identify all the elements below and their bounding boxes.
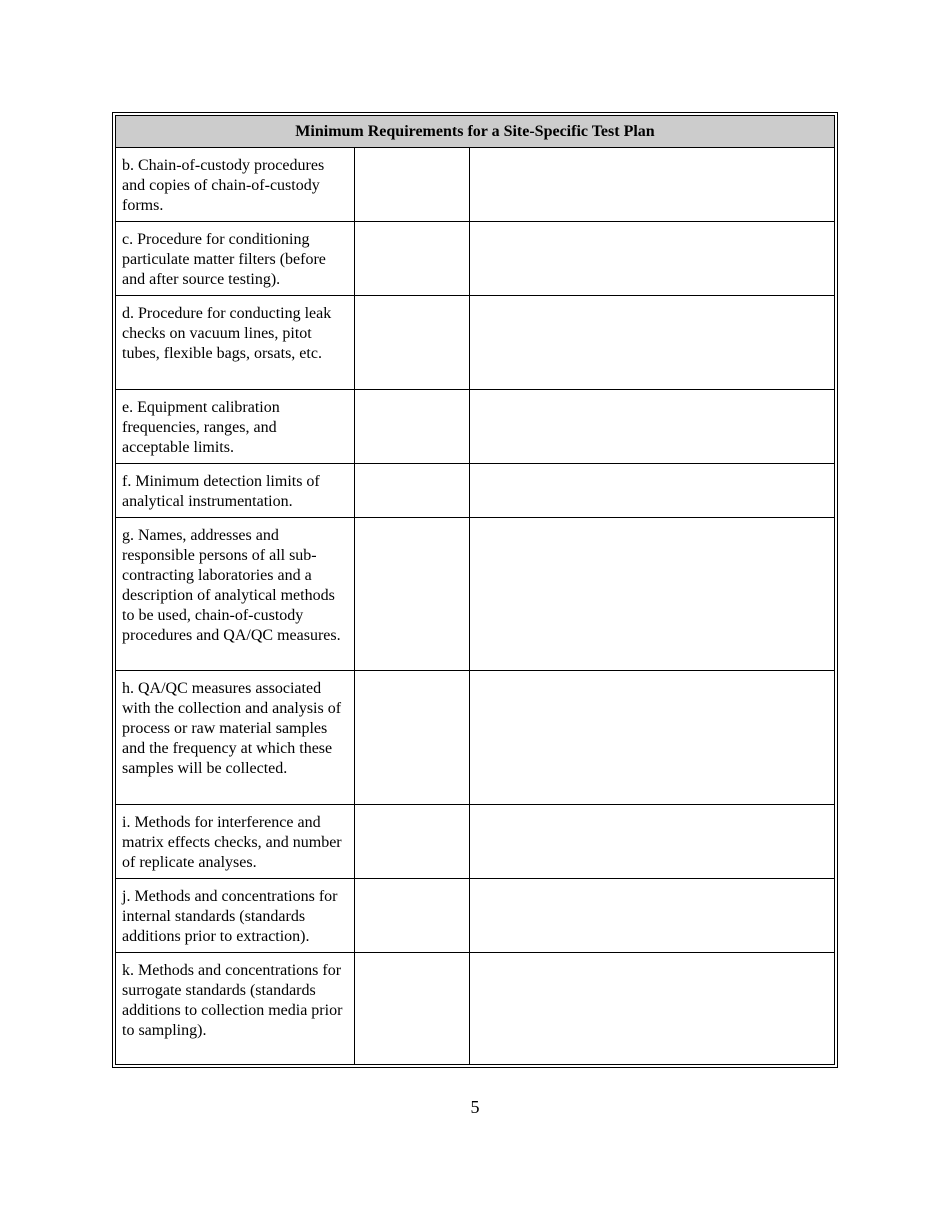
requirement-cell: c. Procedure for conditioning particulate matter filters (before and after source testing). (116, 222, 355, 296)
table-row (116, 805, 835, 879)
table-row (116, 148, 835, 222)
requirement-cell: j. Methods and concentrations for internal standards (standards additions prior to extraction). (116, 879, 355, 953)
blank-cell-right[interactable] (470, 953, 835, 1065)
table-row (116, 518, 835, 671)
blank-cell-mid[interactable] (355, 518, 470, 671)
blank-cell-right[interactable] (470, 464, 835, 518)
blank-cell-right[interactable] (470, 879, 835, 953)
blank-cell-right[interactable] (470, 671, 835, 805)
blank-cell-mid[interactable] (355, 953, 470, 1065)
requirements-table-frame (112, 112, 838, 1068)
table-row (116, 953, 835, 1065)
blank-cell-mid[interactable] (355, 671, 470, 805)
blank-cell-mid[interactable] (355, 148, 470, 222)
blank-cell-mid[interactable] (355, 296, 470, 390)
table-row (116, 296, 835, 390)
blank-cell-mid[interactable] (355, 222, 470, 296)
table-row (116, 222, 835, 296)
requirement-cell: i. Methods for interference and matrix effects checks, and number of replicate analyses. (116, 805, 355, 879)
table-row (116, 671, 835, 805)
blank-cell-right[interactable] (470, 222, 835, 296)
blank-cell-right[interactable] (470, 390, 835, 464)
blank-cell-right[interactable] (470, 296, 835, 390)
blank-cell-mid[interactable] (355, 464, 470, 518)
blank-cell-mid[interactable] (355, 879, 470, 953)
requirements-table (115, 115, 835, 1065)
requirement-cell: d. Procedure for conducting leak checks on vacuum lines, pitot tubes, flexible bags, orsats, etc. (116, 296, 355, 390)
requirement-cell: h. QA/QC measures associated with the collection and analysis of process or raw material samples and the frequency at which these samples will be collected. (116, 671, 355, 805)
page-number: 5 (470, 1097, 480, 1117)
blank-cell-right[interactable] (470, 148, 835, 222)
requirement-cell: e. Equipment calibration frequencies, ranges, and acceptable limits. (116, 390, 355, 464)
table-title: Minimum Requirements for a Site-Specific Test Plan (116, 116, 835, 148)
requirement-cell: g. Names, addresses and responsible persons of all sub-contracting laboratories and a description of analytical methods to be used, chain-of-custody procedures and QA/QC measures. (116, 518, 355, 671)
requirement-cell: k. Methods and concentrations for surrogate standards (standards additions to collection media prior to sampling). (116, 953, 355, 1065)
blank-cell-right[interactable] (470, 518, 835, 671)
requirement-cell: f. Minimum detection limits of analytical instrumentation. (116, 464, 355, 518)
blank-cell-right[interactable] (470, 805, 835, 879)
table-header-row (116, 116, 835, 148)
table-row (116, 879, 835, 953)
requirement-cell: b. Chain-of-custody procedures and copies of chain-of-custody forms. (116, 148, 355, 222)
table-row (116, 464, 835, 518)
table-row (116, 390, 835, 464)
blank-cell-mid[interactable] (355, 390, 470, 464)
blank-cell-mid[interactable] (355, 805, 470, 879)
